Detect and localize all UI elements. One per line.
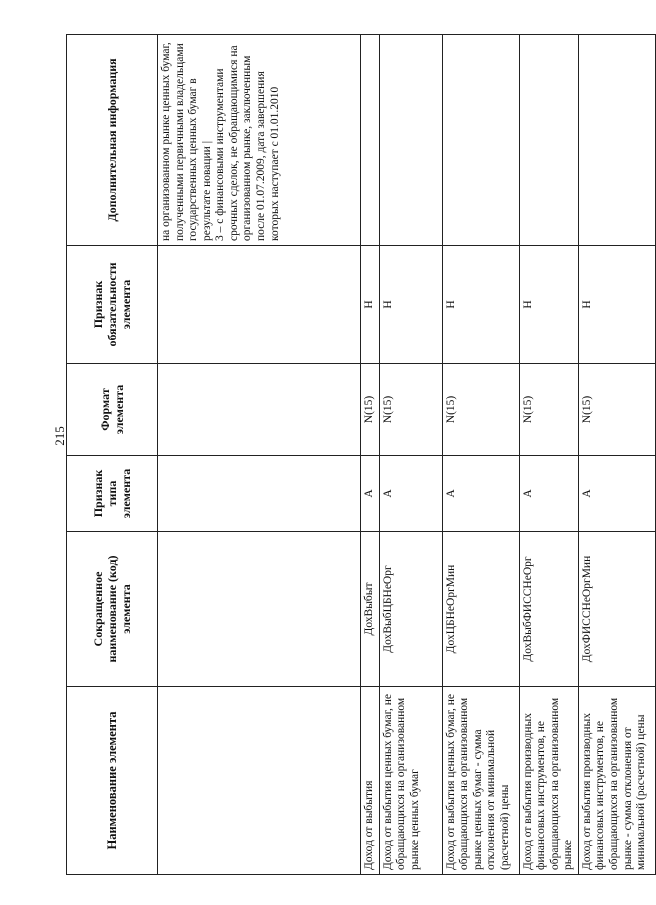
- cell-info: [361, 35, 380, 246]
- cell-format: N(15): [578, 364, 655, 456]
- cell-type: А: [519, 456, 578, 532]
- table-container: [66, 35, 648, 875]
- cell-required: Н: [578, 246, 655, 364]
- cell-required: Н: [442, 246, 519, 364]
- cell-required: Н: [361, 246, 380, 364]
- cell-name: Доход от выбытия: [361, 687, 380, 875]
- cell-info: [442, 35, 519, 246]
- header-name: Наименование элемента: [67, 687, 158, 875]
- table-row: [519, 35, 578, 875]
- cell-info: [379, 35, 442, 246]
- cell-format: N(15): [361, 364, 380, 456]
- cell-code: ДохВыбЦБНеОрг: [379, 532, 442, 687]
- cell-type: А: [361, 456, 380, 532]
- cell-type: А: [379, 456, 442, 532]
- header-code: Сокращенное наименование (код) элемента: [67, 532, 158, 687]
- cell-name: Доход от выбытия ценных бумаг, не обращающихся на организованном рынке ценных бумаг: [379, 687, 442, 875]
- cell-name: Доход от выбытия производных финансовых инструментов, не обращающихся на организованном рынке - сумма отклонения от минимальной (расчетной) цены: [578, 687, 655, 875]
- header-info: Дополнительная информация: [67, 35, 158, 246]
- cell-code: ДохЦБНеОргМин: [442, 532, 519, 687]
- table-row-continuation: [158, 35, 361, 875]
- cell-type: А: [442, 456, 519, 532]
- header-format: Формат элемента: [67, 364, 158, 456]
- header-type: Признак типа элемента: [67, 456, 158, 532]
- cell-format: [158, 364, 361, 456]
- cell-code: ДохВыбФИССНеОрг: [519, 532, 578, 687]
- cell-format: N(15): [379, 364, 442, 456]
- cell-required: [158, 246, 361, 364]
- table-row: [578, 35, 655, 875]
- cell-info: [519, 35, 578, 246]
- elements-table: [66, 34, 656, 875]
- cell-info: на организованном рынке ценных бумаг, полученными первичными владельцами государственных ценных бумаг в результате новации | 3 – с финансовыми инструментами срочных сделок, не обращающимися на организованном рынке, заключенным после 01.07.2009, дата завершения которых наступает с 01.01.2010: [158, 35, 361, 246]
- cell-type: [158, 456, 361, 532]
- cell-required: Н: [519, 246, 578, 364]
- cell-name: Доход от выбытия производных финансовых инструментов, не обращающихся на организованном рынке: [519, 687, 578, 875]
- table-header-row: [67, 35, 158, 875]
- cell-type: А: [578, 456, 655, 532]
- header-required: Признак обязательности элемента: [67, 246, 158, 364]
- table-row: [379, 35, 442, 875]
- page-number: 215: [52, 426, 67, 446]
- cell-required: Н: [379, 246, 442, 364]
- cell-code: ДохФИССНеОргМин: [578, 532, 655, 687]
- cell-name: Доход от выбытия ценных бумаг, не обращающихся на организованном рынке ценных бумаг - сумма отклонения от минимальной (расчетной) цены: [442, 687, 519, 875]
- table-row: [442, 35, 519, 875]
- cell-format: N(15): [442, 364, 519, 456]
- cell-code: [158, 532, 361, 687]
- cell-format: N(15): [519, 364, 578, 456]
- table-row: [361, 35, 380, 875]
- cell-code: ДохВыбыт: [361, 532, 380, 687]
- cell-info: [578, 35, 655, 246]
- cell-name: [158, 687, 361, 875]
